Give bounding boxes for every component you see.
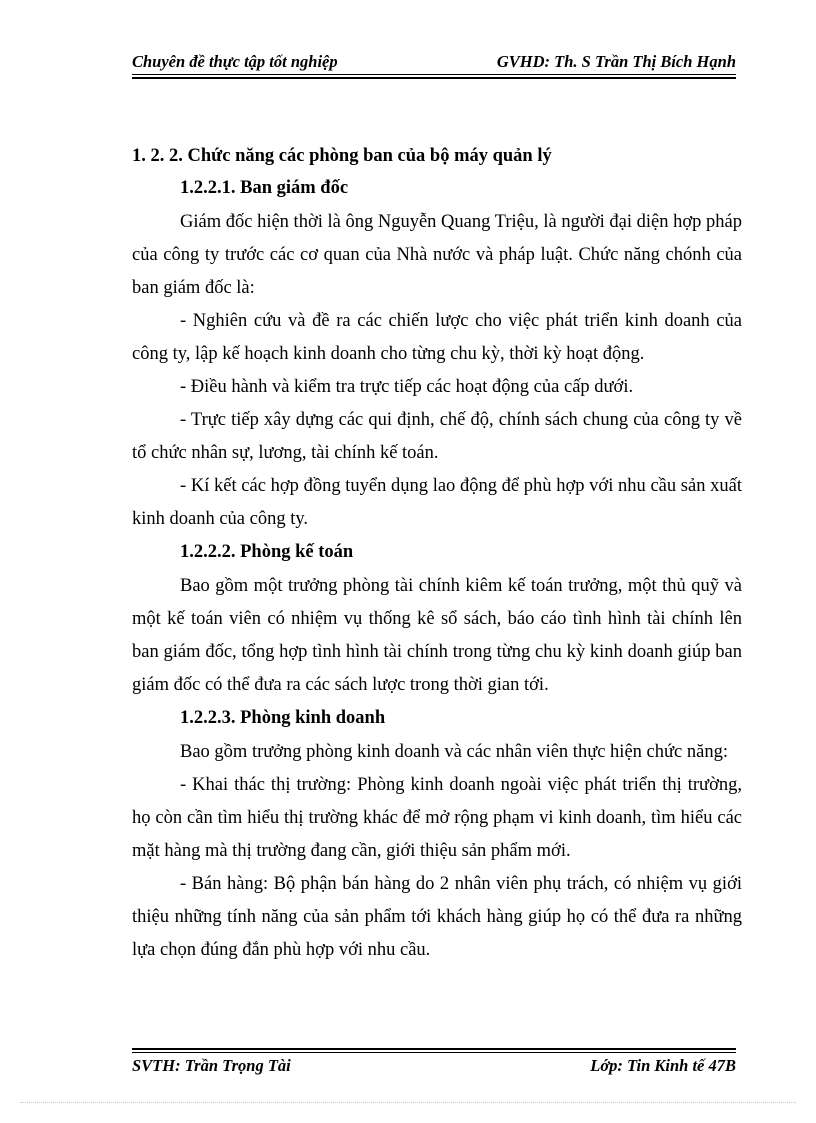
section-title: 1. 2. 2. Chức năng các phòng ban của bộ máy quản lý <box>132 146 552 166</box>
paragraph: - Khai thác thị trường: Phòng kinh doanh ngoài việc phát triển thị trường, họ còn cần tìm hiểu thị trường khác để mở rộng phạm vi kinh doanh, tìm hiểu các mặt hàng mà thị trường đang cần, giới thiệu sản phẩm mới. <box>132 775 742 861</box>
paragraph: - Điều hành và kiểm tra trực tiếp các hoạt động của cấp dưới. <box>180 377 634 397</box>
header-divider <box>132 77 736 79</box>
paragraph: Bao gồm trưởng phòng kinh doanh và các nhân viên thực hiện chức năng: <box>180 742 728 762</box>
paragraph: Giám đốc hiện thời là ông Nguyễn Quang Triệu, là người đại diện hợp pháp của công ty trước các cơ quan của Nhà nước và pháp luật. Chức năng chónh của ban giám đốc là: <box>132 212 742 298</box>
paragraph: Bao gồm một trưởng phòng tài chính kiêm kế toán trưởng, một thủ quỹ và một kế toán viên có nhiệm vụ thống kê sổ sách, báo cáo tình hình tài chính lên ban giám đốc, tổng hợp tình hình tài chính trong từng chu kỳ kinh doanh giúp ban giám đốc có thể đưa ra các sách lược trong thời gian tới. <box>132 576 742 695</box>
paragraph: - Bán hàng: Bộ phận bán hàng do 2 nhân viên phụ trách, có nhiệm vụ giới thiệu những tính năng của sản phẩm tới khách hàng giúp họ có thể đưa ra những lựa chọn đúng đắn phù hợp với nhu cầu. <box>132 874 742 960</box>
header-course-title: Chuyên đề thực tập tốt nghiệp <box>132 52 338 71</box>
footer-divider <box>132 1048 736 1050</box>
footer-divider-thin <box>132 1052 736 1053</box>
paragraph: - Trực tiếp xây dựng các qui định, chế độ, chính sách chung của công ty về tổ chức nhân sự, lương, tài chính kế toán. <box>132 410 742 463</box>
paragraph: - Kí kết các hợp đồng tuyển dụng lao động để phù hợp với nhu cầu sản xuất kinh doanh của công ty. <box>132 476 742 529</box>
subsection-title-phong-kinh-doanh: 1.2.2.3. Phòng kinh doanh <box>180 708 386 728</box>
document-body <box>132 140 742 967</box>
footer-class: Lớp: Tin Kinh tế 47B <box>590 1056 736 1075</box>
page-footer <box>132 1054 736 1078</box>
page-edge-line <box>20 1102 796 1103</box>
subsection-title-ban-giam-doc: 1.2.2.1. Ban giám đốc <box>180 178 349 198</box>
footer-student: SVTH: Trần Trọng Tài <box>132 1056 291 1075</box>
page-header <box>132 50 736 75</box>
paragraph: - Nghiên cứu và đề ra các chiến lược cho việc phát triển kinh doanh của công ty, lập kế hoạch kinh doanh cho từng chu kỳ, thời kỳ hoạt động. <box>132 311 742 364</box>
header-supervisor: GVHD: Th. S Trần Thị Bích Hạnh <box>496 52 736 71</box>
subsection-title-phong-ke-toan: 1.2.2.2. Phòng kế toán <box>180 542 354 562</box>
